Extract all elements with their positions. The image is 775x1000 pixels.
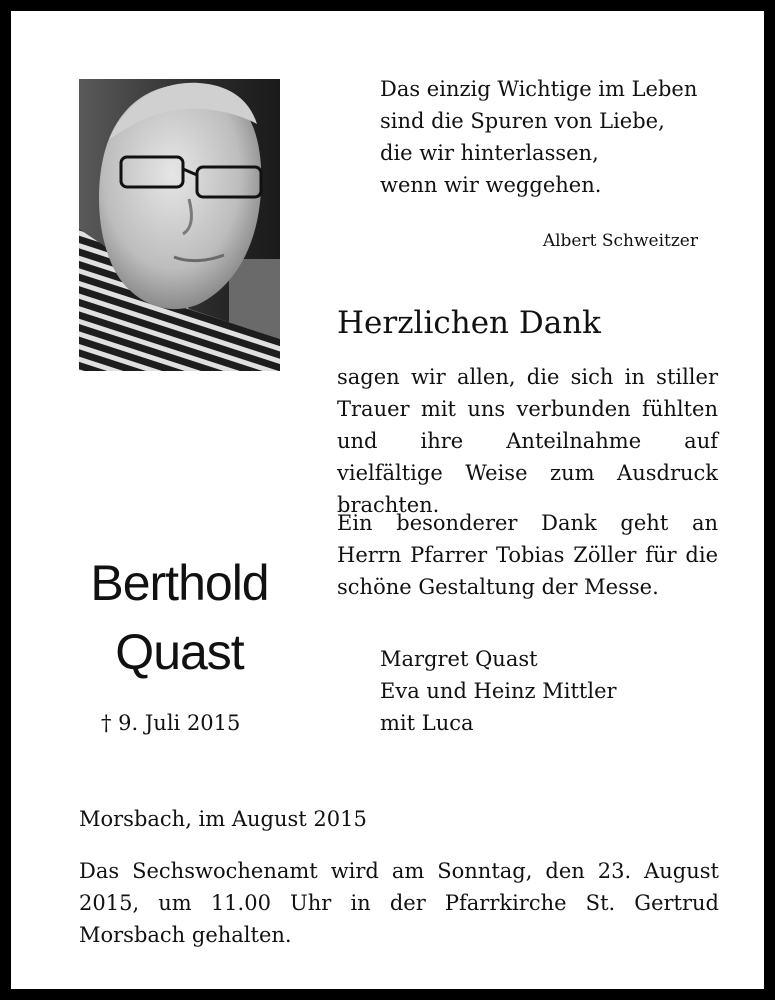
- signer-name: mit Luca: [380, 711, 474, 735]
- special-thanks-paragraph: Ein besonderer Dank geht an Herrn Pfarrer Tobias Zöller für die schöne Gestaltung der Messe.: [337, 511, 718, 599]
- death-date: † 9. Juli 2015: [101, 711, 241, 735]
- signers-list: [380, 643, 617, 739]
- quote-line: Das einzig Wichtige im Leben: [380, 77, 698, 101]
- quote-author: Albert Schweitzer: [542, 231, 698, 251]
- thanks-paragraph: sagen wir allen, die sich in stiller Trauer mit uns verbunden fühlten und ihre Anteilnahme auf vielfältige Weise zum Ausdruck brachten.: [337, 365, 718, 517]
- signer-name: Margret Quast: [380, 647, 538, 671]
- deceased-last-name: Quast: [115, 624, 244, 680]
- portrait-photo: [79, 79, 280, 371]
- deceased-first-name: Berthold: [90, 555, 269, 611]
- service-notice: Das Sechswochenamt wird am Sonntag, den 23. August 2015, um 11.00 Uhr in der Pfarrkirche St. Gertrud Morsbach gehalten.: [79, 859, 719, 947]
- quote-line: sind die Spuren von Liebe,: [380, 109, 665, 133]
- place-date: Morsbach, im August 2015: [79, 807, 367, 831]
- thanks-heading: Herzlichen Dank: [337, 305, 601, 341]
- quote-line: die wir hinterlassen,: [380, 141, 599, 165]
- quote-text: [380, 73, 697, 201]
- signer-name: Eva und Heinz Mittler: [380, 679, 617, 703]
- quote-line: wenn wir weggehen.: [380, 173, 602, 197]
